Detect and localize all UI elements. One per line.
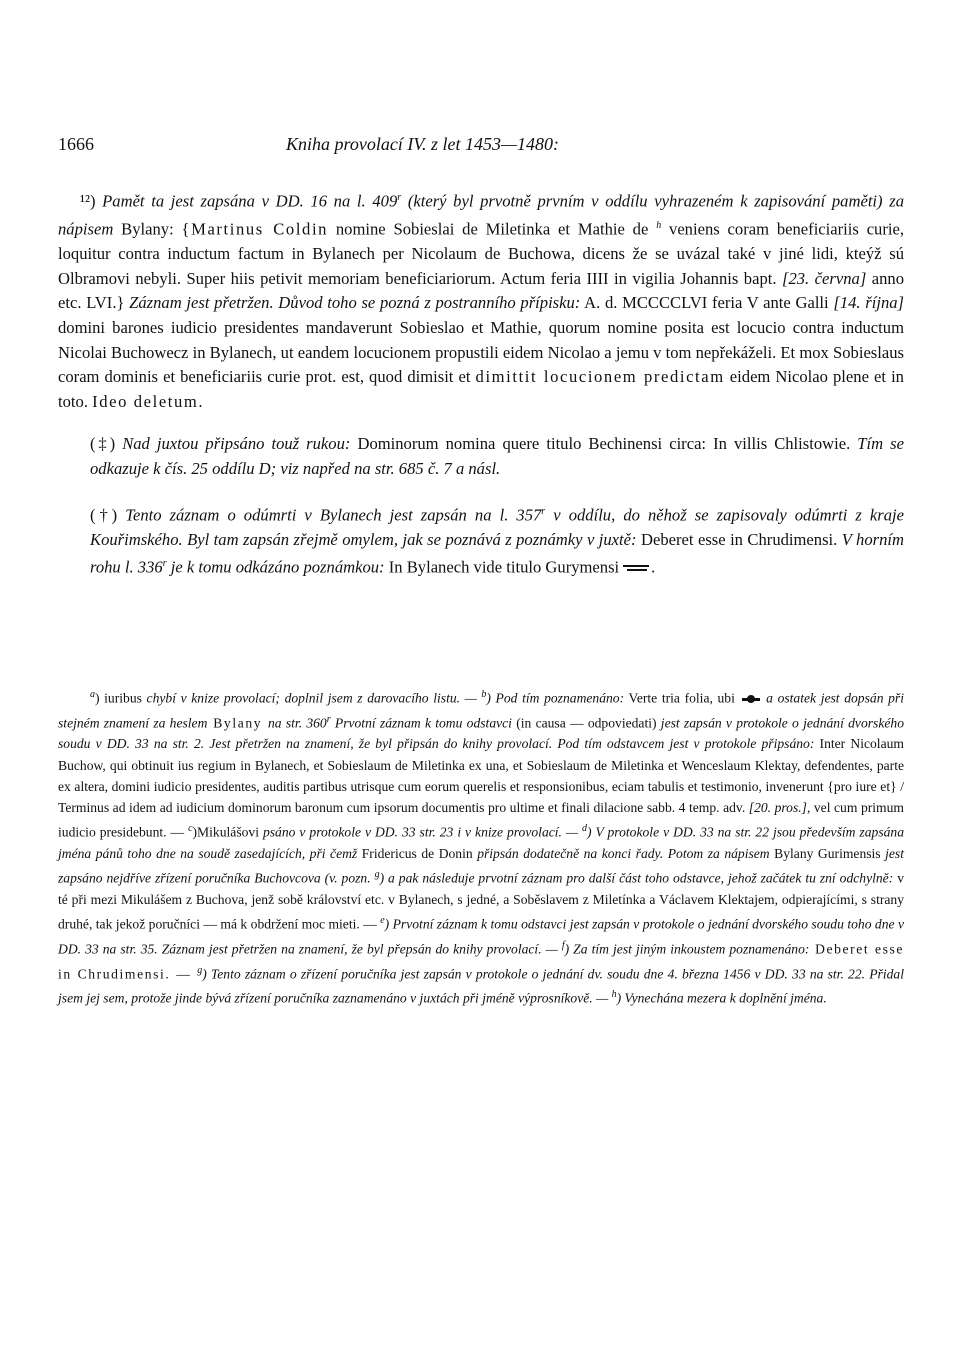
footnote-marker: h [611, 989, 617, 1001]
editor-note: chybí v knize provolací; doplnil jsem z darovacího listu. — [146, 690, 482, 706]
record-paragraph [58, 186, 904, 414]
editor-note: je k tomu odkázáno poznámkou: [166, 557, 385, 577]
text-segment: veniens coram beneficiariis curie, loquitur contra inductum factum in Bylanech per Nicolaum de Buchowa, dicens že se uvázal také v jiné lidi, kteýž sú Olbramovi nebyli. Super hiis petivit memoriam beneficiariorum. Actum feria IIII in vigilia Johannis bapt. [58, 219, 905, 288]
footnote-marker: e [380, 915, 385, 927]
superscript: r [326, 713, 331, 725]
editor-note: jest zapsán v protokole o jednání dvorského soudu v DD. 33 na str. 2. Jest přetržen na znamení, že byl připsán do knihy provolací. Pod tím odstavcem jest v protokole připsáno: [58, 715, 904, 752]
editor-note: jest zapsáno nejdříve zřízení poručníka Buchovcova (v. pozn. [58, 846, 904, 886]
note-marker: ¹²) [80, 191, 96, 211]
text-segment: (†) [90, 505, 126, 525]
spaced-text: Ideo deletum. [92, 391, 205, 411]
reference-mark-icon [623, 563, 651, 575]
superscript: r [162, 558, 167, 570]
running-title: Kniha provolací IV. z let 1453—1480: [286, 134, 559, 154]
text-segment: Verte tria folia, ubi [624, 690, 740, 706]
footnote-block [58, 684, 904, 1009]
text-segment: anno etc. LVI.} [58, 268, 905, 313]
text-segment: )Mikulášovi [192, 824, 263, 840]
text-segment: , vel cum primum iudicio presidebunt. — [58, 800, 904, 840]
editor-note: psáno v protokole v DD. 33 str. 23 i v knize provolací. — [262, 824, 582, 840]
spaced-text: dimittit locucionem predictam [475, 367, 725, 387]
text-segment: Deberet esse in Chrudimensi. [636, 529, 842, 549]
text-segment: In Bylanech vide titulo Gurymensi [384, 557, 620, 577]
superscript: r [541, 505, 546, 517]
text-segment: v té při mezi Mikulášem z Buchova, jenž sobě království etc. v Bylanech, s jedné, a Soběslavem z Miletínka a Václavem Klektajem, odpierajícími, s strany druhé, tak jekož poručníci — má k obdržení moc mieti. — [58, 870, 904, 932]
editor-note: ) Za tím jest jiným inkoustem poznamenáno: [564, 941, 810, 957]
sign-mark-icon [740, 695, 762, 703]
page-number: 1666 [58, 134, 94, 154]
footnote-marker: g [374, 869, 380, 881]
text-segment: Fridericus de Donin [357, 846, 478, 862]
footnote-marker: a [90, 689, 95, 700]
text-segment: (který byl prvotně prvním v oddílu vyhrazeném k zapisování paměti) za nápisem [58, 191, 904, 239]
text-segment: Pamět ta jest zapsána v DD. 16 na l. 409 [95, 191, 398, 211]
editor-note: Tím se odkazuje k čís. 25 oddílu D; viz napřed na str. 685 č. 7 a násl. [90, 434, 904, 478]
date-note: [20. pros.] [748, 800, 807, 816]
text-segment: (in causa — odpoviedati) [511, 715, 661, 731]
editor-note: ) a pak následuje prvotní záznam pro další část toho odstavce, jehož začátek tu zní odchylně: [379, 870, 894, 886]
editor-note: v oddílu, do něhož se zapisovaly odúmrti z kraje Kouřimského. Byl tam zapsán zřejmě omylem, jak se poznává z poznámky v juxtě: [90, 505, 904, 549]
footnotes [58, 684, 904, 1009]
editor-note: ) Vynechána mezera k doplnění jména. [616, 990, 827, 1006]
main-text [58, 186, 904, 580]
text-segment: (‡) [90, 434, 123, 454]
text-segment: A. d. MCCCCLVI feria V ante Galli [580, 293, 834, 313]
date-note: [14. října] [833, 293, 904, 313]
spaced-text: Deberet esse in Chrudimensi. — [58, 941, 905, 982]
text-segment: Bylany: [113, 219, 182, 239]
text-segment: Dominorum nomina quere titulo Bechinensi circa: In villis Chlistowie. [350, 434, 858, 454]
text-segment: ) iuribus [95, 690, 147, 706]
editor-note: V horním rohu l. 336 [90, 529, 904, 577]
footnote-marker: f [561, 939, 565, 951]
footnote-marker: c [188, 823, 193, 835]
text-segment: Bylany Gurimensis [769, 846, 886, 862]
editor-note: ) Tento záznam o zřízení poručníka jest zapsán v protokole o jednání dv. soudu dne 4. března 1456 v DD. 33 na str. 22. Přidal jsem jej sem, protože jinde bývá zřízení poručníka zaznamenáno v juxtách při jméně výprosníkově. — [58, 966, 904, 1006]
text-segment: eidem Nicolao plene et in toto. [58, 367, 904, 411]
editor-note: a ostatek jest dopsán při stejném znamení za heslem [58, 690, 904, 731]
editor-note: připsán dodatečně na konci řady. Potom za nápisem [477, 846, 770, 862]
period: . [651, 557, 656, 577]
editor-note: ) Prvotní záznam k tomu odstavci jest zapsán v protokole o jednání dvorského soudu toho dne v DD. 33 na str. 35. Záznam jest přetržen na znamení, že byl přepsán do knihy provolací. — [58, 916, 904, 957]
editor-note: ) V protokole v DD. 33 na str. 22 jsou především zapsána jména pánů toho dne na soudě zasedajících, při čemž [58, 824, 904, 862]
editor-note: Prvotní záznam k tomu odstavci [330, 715, 512, 731]
superscript: r [397, 192, 402, 203]
text-segment: domini barones iudicio presidentes mandaverunt Sobieslao et Mathie, quorum nomine posita est locucio contra inductum Nicolai Buchowecz in Bylanech, ut eandem locucionem propustili eidem Nicolao a jemu v tom nepřekáželi. Et mox Sobieslaus coram dominis et beneficiariis curie prot. est, quod dimisit et [58, 318, 904, 387]
spaced-name: Bylany [207, 715, 268, 731]
footnote-marker: b [481, 689, 487, 700]
editor-note: ) Pod tím poznamenáno: [486, 690, 625, 706]
date-note: [23. června] [782, 268, 867, 288]
editor-note: Záznam jest přetržen. Důvod toho se pozná z postranního přípisku: [129, 293, 581, 313]
juxta-paragraph [58, 432, 904, 481]
editor-note: na str. 360 [268, 715, 327, 731]
text-segment: Inter Nicolaum Buchow, qui obtinuit ius regium in Bylanech, et Sobieslaum de Miletinka ex una, et Sobieslaum de Miletinka et Wenceslaum Klektay, defendentes, parte ex altera, domini iudicio presidentes, auditis partibus utrisque cum eorum querelis et responsionibus, eciam tabulis et testimonio, invenerunt {pro iure et} / Terminus ad idem ad iudicium dominorum baronum cum ipsorum documentis pro ultime et finali dilacione sabb. 4 temp. adv. [58, 736, 904, 816]
footnote-marker: d [581, 823, 587, 835]
spaced-name: {Martinus Coldin [181, 219, 329, 239]
text-segment: nomine Sobieslai de Miletinka et Mathie de [328, 219, 657, 239]
page-header [58, 134, 904, 156]
superscript: h [656, 220, 662, 232]
editor-note: Tento záznam o odúmrti v Bylanech jest zapsán na l. 357 [125, 505, 542, 525]
editor-note: Nad juxtou připsáno touž rukou: [122, 434, 351, 454]
footnote-marker: g [197, 964, 203, 976]
cross-reference-paragraph [58, 500, 904, 581]
